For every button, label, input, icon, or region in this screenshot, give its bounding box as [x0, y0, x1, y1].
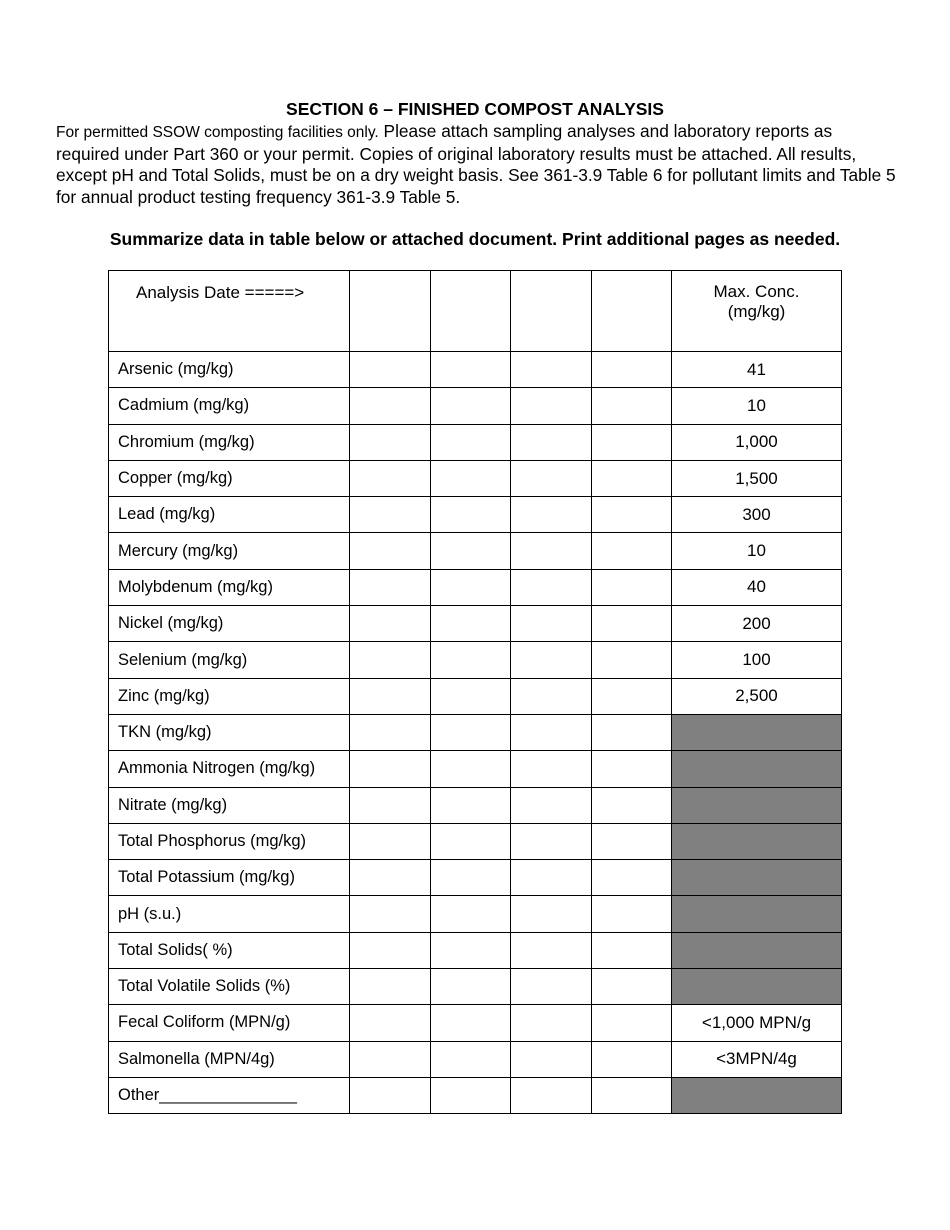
max-conc-value: 300: [672, 497, 842, 533]
result-cell[interactable]: [511, 1041, 592, 1077]
result-input[interactable]: [511, 1078, 591, 1113]
result-input[interactable]: [592, 642, 671, 677]
parameter-label: Nitrate (mg/kg): [109, 787, 350, 823]
result-cell[interactable]: [350, 969, 431, 1005]
result-cell[interactable]: [431, 460, 511, 496]
result-cell[interactable]: [431, 569, 511, 605]
result-input[interactable]: [350, 533, 430, 568]
result-input[interactable]: [431, 606, 510, 641]
result-input[interactable]: [511, 751, 591, 786]
result-input[interactable]: [431, 425, 510, 460]
result-input[interactable]: [350, 969, 430, 1004]
result-input[interactable]: [511, 933, 591, 968]
result-input[interactable]: [592, 933, 671, 968]
table-row: [109, 678, 842, 714]
result-input[interactable]: [350, 570, 430, 605]
result-input[interactable]: [431, 352, 510, 387]
max-conc-shaded: [672, 823, 842, 859]
result-input[interactable]: [511, 896, 591, 931]
table-row: [109, 642, 842, 678]
result-input[interactable]: [431, 461, 510, 496]
max-conc-shaded: [672, 787, 842, 823]
result-input[interactable]: [431, 1042, 510, 1077]
result-cell[interactable]: [350, 1041, 431, 1077]
parameter-label: Total Phosphorus (mg/kg): [109, 823, 350, 859]
result-cell[interactable]: [592, 1041, 672, 1077]
result-input[interactable]: [592, 969, 671, 1004]
result-input[interactable]: [511, 388, 591, 423]
result-cell[interactable]: [350, 606, 431, 642]
result-input[interactable]: [431, 1078, 510, 1113]
result-cell[interactable]: [511, 533, 592, 569]
table-row: [109, 569, 842, 605]
parameter-label: Molybdenum (mg/kg): [109, 569, 350, 605]
result-input[interactable]: [350, 352, 430, 387]
result-cell[interactable]: [350, 787, 431, 823]
result-input[interactable]: [431, 896, 510, 931]
analysis-date-header: Analysis Date =====>: [109, 271, 350, 352]
result-input[interactable]: [431, 570, 510, 605]
result-input[interactable]: [431, 679, 510, 714]
table-row: [109, 896, 842, 932]
result-cell[interactable]: [350, 823, 431, 859]
result-cell[interactable]: [592, 497, 672, 533]
result-input[interactable]: [350, 1005, 430, 1040]
max-conc-shaded: [672, 860, 842, 896]
result-cell[interactable]: [350, 1005, 431, 1041]
parameter-label: Total Potassium (mg/kg): [109, 860, 350, 896]
result-cell[interactable]: [350, 678, 431, 714]
result-input[interactable]: [592, 533, 671, 568]
result-cell[interactable]: [431, 497, 511, 533]
max-conc-value: 200: [672, 606, 842, 642]
result-cell[interactable]: [592, 787, 672, 823]
table-row: [109, 860, 842, 896]
result-cell[interactable]: [350, 424, 431, 460]
analysis-date-cell[interactable]: [431, 271, 511, 352]
result-cell[interactable]: [431, 896, 511, 932]
result-cell[interactable]: [592, 533, 672, 569]
result-input[interactable]: [350, 1042, 430, 1077]
result-cell[interactable]: [350, 714, 431, 750]
table-row: [109, 932, 842, 968]
result-input[interactable]: [592, 1042, 671, 1077]
parameter-label: Selenium (mg/kg): [109, 642, 350, 678]
max-conc-value: 10: [672, 388, 842, 424]
result-input[interactable]: [592, 352, 671, 387]
analysis-date-input[interactable]: [431, 271, 510, 351]
result-cell[interactable]: [511, 606, 592, 642]
table-row: [109, 969, 842, 1005]
result-cell[interactable]: [431, 424, 511, 460]
max-conc-value: 100: [672, 642, 842, 678]
max-conc-shaded: [672, 969, 842, 1005]
table-row: [109, 1005, 842, 1041]
result-cell[interactable]: [511, 932, 592, 968]
max-conc-value: <3MPN/4g: [672, 1041, 842, 1077]
max-conc-value: 1,500: [672, 460, 842, 496]
max-conc-header-line2: (mg/kg): [727, 302, 786, 321]
result-cell[interactable]: [431, 751, 511, 787]
result-input[interactable]: [350, 860, 430, 895]
result-input[interactable]: [511, 1005, 591, 1040]
result-cell[interactable]: [350, 860, 431, 896]
result-cell[interactable]: [511, 678, 592, 714]
result-input[interactable]: [511, 425, 591, 460]
table-row: [109, 352, 842, 388]
intro-text: Please attach sampling analyses and laboratory reports as required under Part 360 or your permit. Copies of original laboratory results must be attached. All results, except pH and Total Solids, must be on a dry weight basis. See 361-3.9 Table 6 for pollutant limits and Table 5 for annual product testing frequency 361-3.9 Table 5.: [56, 121, 896, 207]
result-cell[interactable]: [431, 1077, 511, 1113]
result-cell[interactable]: [511, 388, 592, 424]
table-row: [109, 460, 842, 496]
table-row: [109, 823, 842, 859]
max-conc-value: 1,000: [672, 424, 842, 460]
result-cell[interactable]: [592, 1005, 672, 1041]
result-cell[interactable]: [511, 896, 592, 932]
result-cell[interactable]: [350, 533, 431, 569]
result-input[interactable]: [592, 751, 671, 786]
result-cell[interactable]: [350, 642, 431, 678]
result-input[interactable]: [511, 606, 591, 641]
result-input[interactable]: [350, 497, 430, 532]
max-conc-header: [672, 271, 842, 352]
result-cell[interactable]: [511, 969, 592, 1005]
analysis-date-cell[interactable]: [350, 271, 431, 352]
result-cell[interactable]: [431, 932, 511, 968]
result-cell[interactable]: [431, 969, 511, 1005]
analysis-date-input[interactable]: [592, 271, 671, 351]
instructions: [56, 121, 896, 208]
result-input[interactable]: [592, 679, 671, 714]
result-cell[interactable]: [431, 678, 511, 714]
max-conc-shaded: [672, 1077, 842, 1113]
result-input[interactable]: [592, 715, 671, 750]
result-cell[interactable]: [592, 424, 672, 460]
result-input[interactable]: [350, 933, 430, 968]
result-input[interactable]: [431, 497, 510, 532]
result-cell[interactable]: [511, 823, 592, 859]
result-input[interactable]: [431, 1005, 510, 1040]
result-input[interactable]: [431, 751, 510, 786]
result-cell[interactable]: [431, 714, 511, 750]
max-conc-shaded: [672, 932, 842, 968]
table-row: [109, 714, 842, 750]
result-input[interactable]: [592, 461, 671, 496]
result-input[interactable]: [592, 570, 671, 605]
compost-analysis-table: [108, 270, 842, 1114]
result-input[interactable]: [431, 860, 510, 895]
result-cell[interactable]: [431, 860, 511, 896]
result-input[interactable]: [592, 788, 671, 823]
max-conc-value: <1,000 MPN/g: [672, 1005, 842, 1041]
result-input[interactable]: [350, 388, 430, 423]
parameter-label: Lead (mg/kg): [109, 497, 350, 533]
result-input[interactable]: [511, 1042, 591, 1077]
max-conc-shaded: [672, 751, 842, 787]
result-input[interactable]: [511, 570, 591, 605]
result-cell[interactable]: [592, 932, 672, 968]
analysis-date-cell[interactable]: [511, 271, 592, 352]
result-input[interactable]: [511, 969, 591, 1004]
result-cell[interactable]: [431, 1005, 511, 1041]
section-title: SECTION 6 – FINISHED COMPOST ANALYSIS: [286, 99, 664, 119]
analysis-date-input[interactable]: [511, 271, 591, 351]
result-cell[interactable]: [511, 1005, 592, 1041]
table-row: [109, 787, 842, 823]
result-input[interactable]: [431, 388, 510, 423]
result-input[interactable]: [592, 824, 671, 859]
parameter-label: Total Solids( %): [109, 932, 350, 968]
result-cell[interactable]: [350, 569, 431, 605]
table-row: [109, 497, 842, 533]
result-cell[interactable]: [592, 751, 672, 787]
intro-eligibility: For permitted SSOW composting facilities only.: [56, 124, 379, 141]
analysis-date-cell[interactable]: [592, 271, 672, 352]
result-cell[interactable]: [592, 388, 672, 424]
result-cell[interactable]: [592, 860, 672, 896]
result-input[interactable]: [592, 425, 671, 460]
result-cell[interactable]: [511, 460, 592, 496]
result-input[interactable]: [511, 788, 591, 823]
parameter-label: Mercury (mg/kg): [109, 533, 350, 569]
result-cell[interactable]: [511, 860, 592, 896]
max-conc-shaded: [672, 896, 842, 932]
result-cell[interactable]: [350, 497, 431, 533]
table-row: [109, 751, 842, 787]
result-cell[interactable]: [592, 569, 672, 605]
result-cell[interactable]: [350, 896, 431, 932]
max-conc-value: 40: [672, 569, 842, 605]
result-cell[interactable]: [431, 606, 511, 642]
result-input[interactable]: [350, 788, 430, 823]
result-input[interactable]: [511, 824, 591, 859]
result-cell[interactable]: [350, 388, 431, 424]
parameter-label: Zinc (mg/kg): [109, 678, 350, 714]
result-cell[interactable]: [511, 751, 592, 787]
result-input[interactable]: [350, 642, 430, 677]
result-input[interactable]: [511, 642, 591, 677]
result-input[interactable]: [350, 1078, 430, 1113]
result-input[interactable]: [511, 533, 591, 568]
parameter-label: Cadmium (mg/kg): [109, 388, 350, 424]
parameter-label: Total Volatile Solids (%): [109, 969, 350, 1005]
result-input[interactable]: [431, 824, 510, 859]
result-input[interactable]: [592, 1005, 671, 1040]
result-cell[interactable]: [431, 823, 511, 859]
table-row: [109, 1041, 842, 1077]
result-input[interactable]: [431, 642, 510, 677]
result-cell[interactable]: [431, 1041, 511, 1077]
result-cell[interactable]: [511, 424, 592, 460]
result-cell[interactable]: [431, 787, 511, 823]
max-conc-shaded: [672, 714, 842, 750]
result-input[interactable]: [431, 533, 510, 568]
result-cell[interactable]: [592, 714, 672, 750]
result-input[interactable]: [350, 425, 430, 460]
result-input[interactable]: [350, 679, 430, 714]
result-input[interactable]: [350, 896, 430, 931]
summary-instruction: Summarize data in table below or attached document. Print additional pages as needed.: [109, 229, 841, 249]
parameter-label: TKN (mg/kg): [109, 714, 350, 750]
result-input[interactable]: [511, 860, 591, 895]
parameter-label: Chromium (mg/kg): [109, 424, 350, 460]
analysis-date-input[interactable]: [350, 271, 430, 351]
table-row: [109, 1077, 842, 1113]
parameter-label: Copper (mg/kg): [109, 460, 350, 496]
header-row: [109, 271, 842, 352]
parameter-label: Nickel (mg/kg): [109, 606, 350, 642]
result-cell[interactable]: [592, 642, 672, 678]
result-cell[interactable]: [431, 642, 511, 678]
result-cell[interactable]: [592, 352, 672, 388]
result-cell[interactable]: [592, 460, 672, 496]
result-input[interactable]: [431, 788, 510, 823]
result-input[interactable]: [592, 388, 671, 423]
result-input[interactable]: [592, 1078, 671, 1113]
result-input[interactable]: [350, 751, 430, 786]
result-input[interactable]: [592, 896, 671, 931]
result-cell[interactable]: [592, 969, 672, 1005]
result-input[interactable]: [511, 715, 591, 750]
max-conc-value: 2,500: [672, 678, 842, 714]
result-input[interactable]: [431, 969, 510, 1004]
result-cell[interactable]: [350, 1077, 431, 1113]
result-input[interactable]: [511, 461, 591, 496]
result-cell[interactable]: [592, 1077, 672, 1113]
result-input[interactable]: [592, 497, 671, 532]
result-input[interactable]: [431, 715, 510, 750]
max-conc-header-line1: Max. Conc.: [713, 282, 800, 301]
result-cell[interactable]: [350, 751, 431, 787]
table-row: [109, 533, 842, 569]
result-cell[interactable]: [431, 352, 511, 388]
parameter-label: Salmonella (MPN/4g): [109, 1041, 350, 1077]
result-cell[interactable]: [431, 388, 511, 424]
table-row: [109, 424, 842, 460]
result-input[interactable]: [592, 606, 671, 641]
result-cell[interactable]: [350, 932, 431, 968]
table-row: [109, 388, 842, 424]
result-input[interactable]: [350, 461, 430, 496]
result-cell[interactable]: [592, 896, 672, 932]
result-cell[interactable]: [431, 533, 511, 569]
result-input[interactable]: [350, 824, 430, 859]
result-cell[interactable]: [511, 569, 592, 605]
result-cell[interactable]: [350, 460, 431, 496]
result-cell[interactable]: [511, 714, 592, 750]
max-conc-value: 10: [672, 533, 842, 569]
result-input[interactable]: [431, 933, 510, 968]
result-cell[interactable]: [511, 787, 592, 823]
result-input[interactable]: [511, 497, 591, 532]
result-cell[interactable]: [511, 642, 592, 678]
table-row: [109, 606, 842, 642]
result-input[interactable]: [350, 715, 430, 750]
result-cell[interactable]: [350, 352, 431, 388]
result-input[interactable]: [592, 860, 671, 895]
parameter-label: Ammonia Nitrogen (mg/kg): [109, 751, 350, 787]
result-cell[interactable]: [511, 352, 592, 388]
result-cell[interactable]: [592, 606, 672, 642]
parameter-label: Arsenic (mg/kg): [109, 352, 350, 388]
result-input[interactable]: [511, 679, 591, 714]
result-cell[interactable]: [592, 678, 672, 714]
max-conc-value: 41: [672, 352, 842, 388]
result-cell[interactable]: [511, 1077, 592, 1113]
result-cell[interactable]: [511, 497, 592, 533]
parameter-label: pH (s.u.): [109, 896, 350, 932]
result-cell[interactable]: [592, 823, 672, 859]
result-input[interactable]: [350, 606, 430, 641]
result-input[interactable]: [511, 352, 591, 387]
parameter-label: Fecal Coliform (MPN/g): [109, 1005, 350, 1041]
parameter-label: Other_______________: [109, 1077, 350, 1113]
